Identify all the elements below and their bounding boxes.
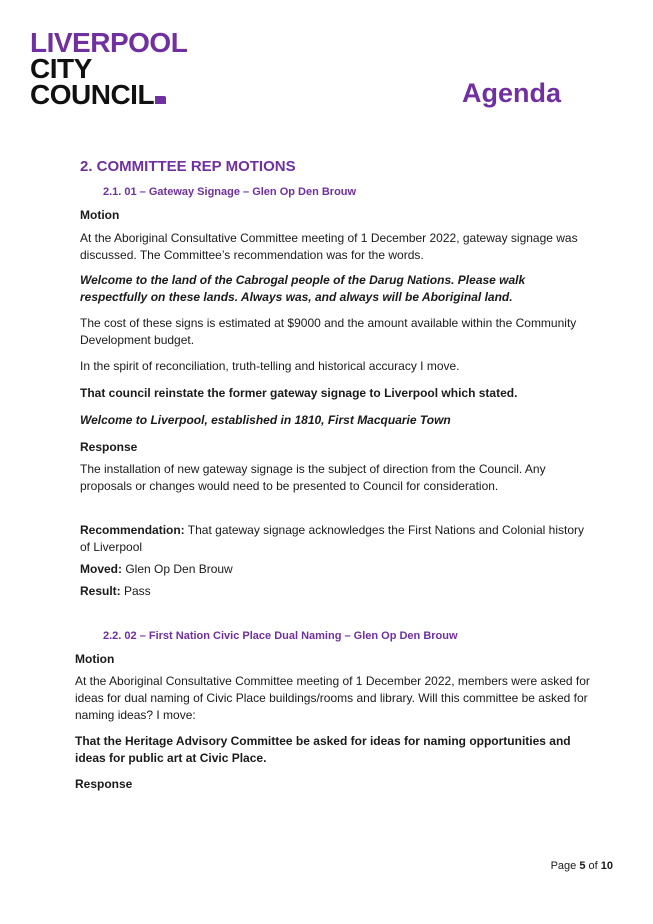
item1-result (80, 583, 595, 600)
item1-para3: In the spirit of reconciliation, truth-telling and historical accuracy I move. (80, 359, 460, 373)
page-number (551, 860, 613, 872)
item2-para1: At the Aboriginal Consultative Committee meeting of 1 December 2022, members were asked for ideas for dual naming of Civic Place buildings/rooms and library. Will this committee be asked for naming ideas? I move: (75, 674, 590, 722)
result-text: Pass (120, 584, 151, 598)
logo-line-city: CITY (30, 53, 92, 84)
item1-para1: At the Aboriginal Consultative Committee meeting of 1 December 2022, gateway signage was discussed. The Committee’s recommendation was for the words. (80, 231, 578, 262)
item1-motion-text: That council reinstate the former gateway signage to Liverpool which stated. (80, 386, 518, 400)
page-current: 5 (579, 860, 586, 872)
logo-line-liverpool: LIVERPOOL (30, 27, 188, 58)
council-logo (30, 27, 188, 110)
page-word: Page (550, 860, 580, 872)
item1-moved (80, 561, 595, 578)
logo-line-council (30, 79, 187, 110)
item1-motion-quote: Welcome to Liverpool, established in 1810, First Macquarie Town (80, 413, 451, 427)
logo-square-icon (155, 96, 166, 104)
recommendation-text: That gateway signage acknowledges the First Nations and Colonial history of Liverpool (80, 523, 585, 554)
item1-response-text: The installation of new gateway signage is the subject of direction from the Council. Any proposals or changes would need to be presented to Council for consideration. (80, 462, 546, 493)
section-heading: 2. COMMITTEE REP MOTIONS (80, 158, 296, 175)
result-label: Result: (80, 584, 121, 598)
page-total: 10 (600, 860, 613, 872)
item1-response-label: Response (80, 440, 138, 454)
item2-motion-text: That the Heritage Advisory Committee be asked for ideas for naming opportunities and ideas for public art at Civic Place. (75, 734, 571, 765)
moved-label: Moved: (80, 562, 122, 576)
item1-heading: 2.1. 01 – Gateway Signage – Glen Op Den Brouw (103, 186, 357, 198)
moved-text: Glen Op Den Brouw (122, 562, 233, 576)
item2-heading: 2.2. 02 – First Nation Civic Place Dual Naming – Glen Op Den Brouw (103, 630, 458, 642)
item1-motion-label: Motion (80, 208, 120, 222)
item1-para2: The cost of these signs is estimated at $9000 and the amount available within the Community Development budget. (80, 316, 577, 347)
item1-quote: Welcome to the land of the Cabrogal people of the Darug Nations. Please walk respectfully on these lands. Always was, and always will be Aboriginal land. (80, 273, 526, 304)
page-title: Agenda (461, 78, 561, 108)
logo-line-council-text: COUNCIL (30, 79, 155, 110)
recommendation-label: Recommendation: (80, 523, 185, 537)
page-of: of (585, 860, 601, 872)
item2-response-label: Response (75, 777, 133, 791)
item2-motion-label: Motion (75, 652, 115, 666)
item1-recommendation (80, 522, 595, 556)
